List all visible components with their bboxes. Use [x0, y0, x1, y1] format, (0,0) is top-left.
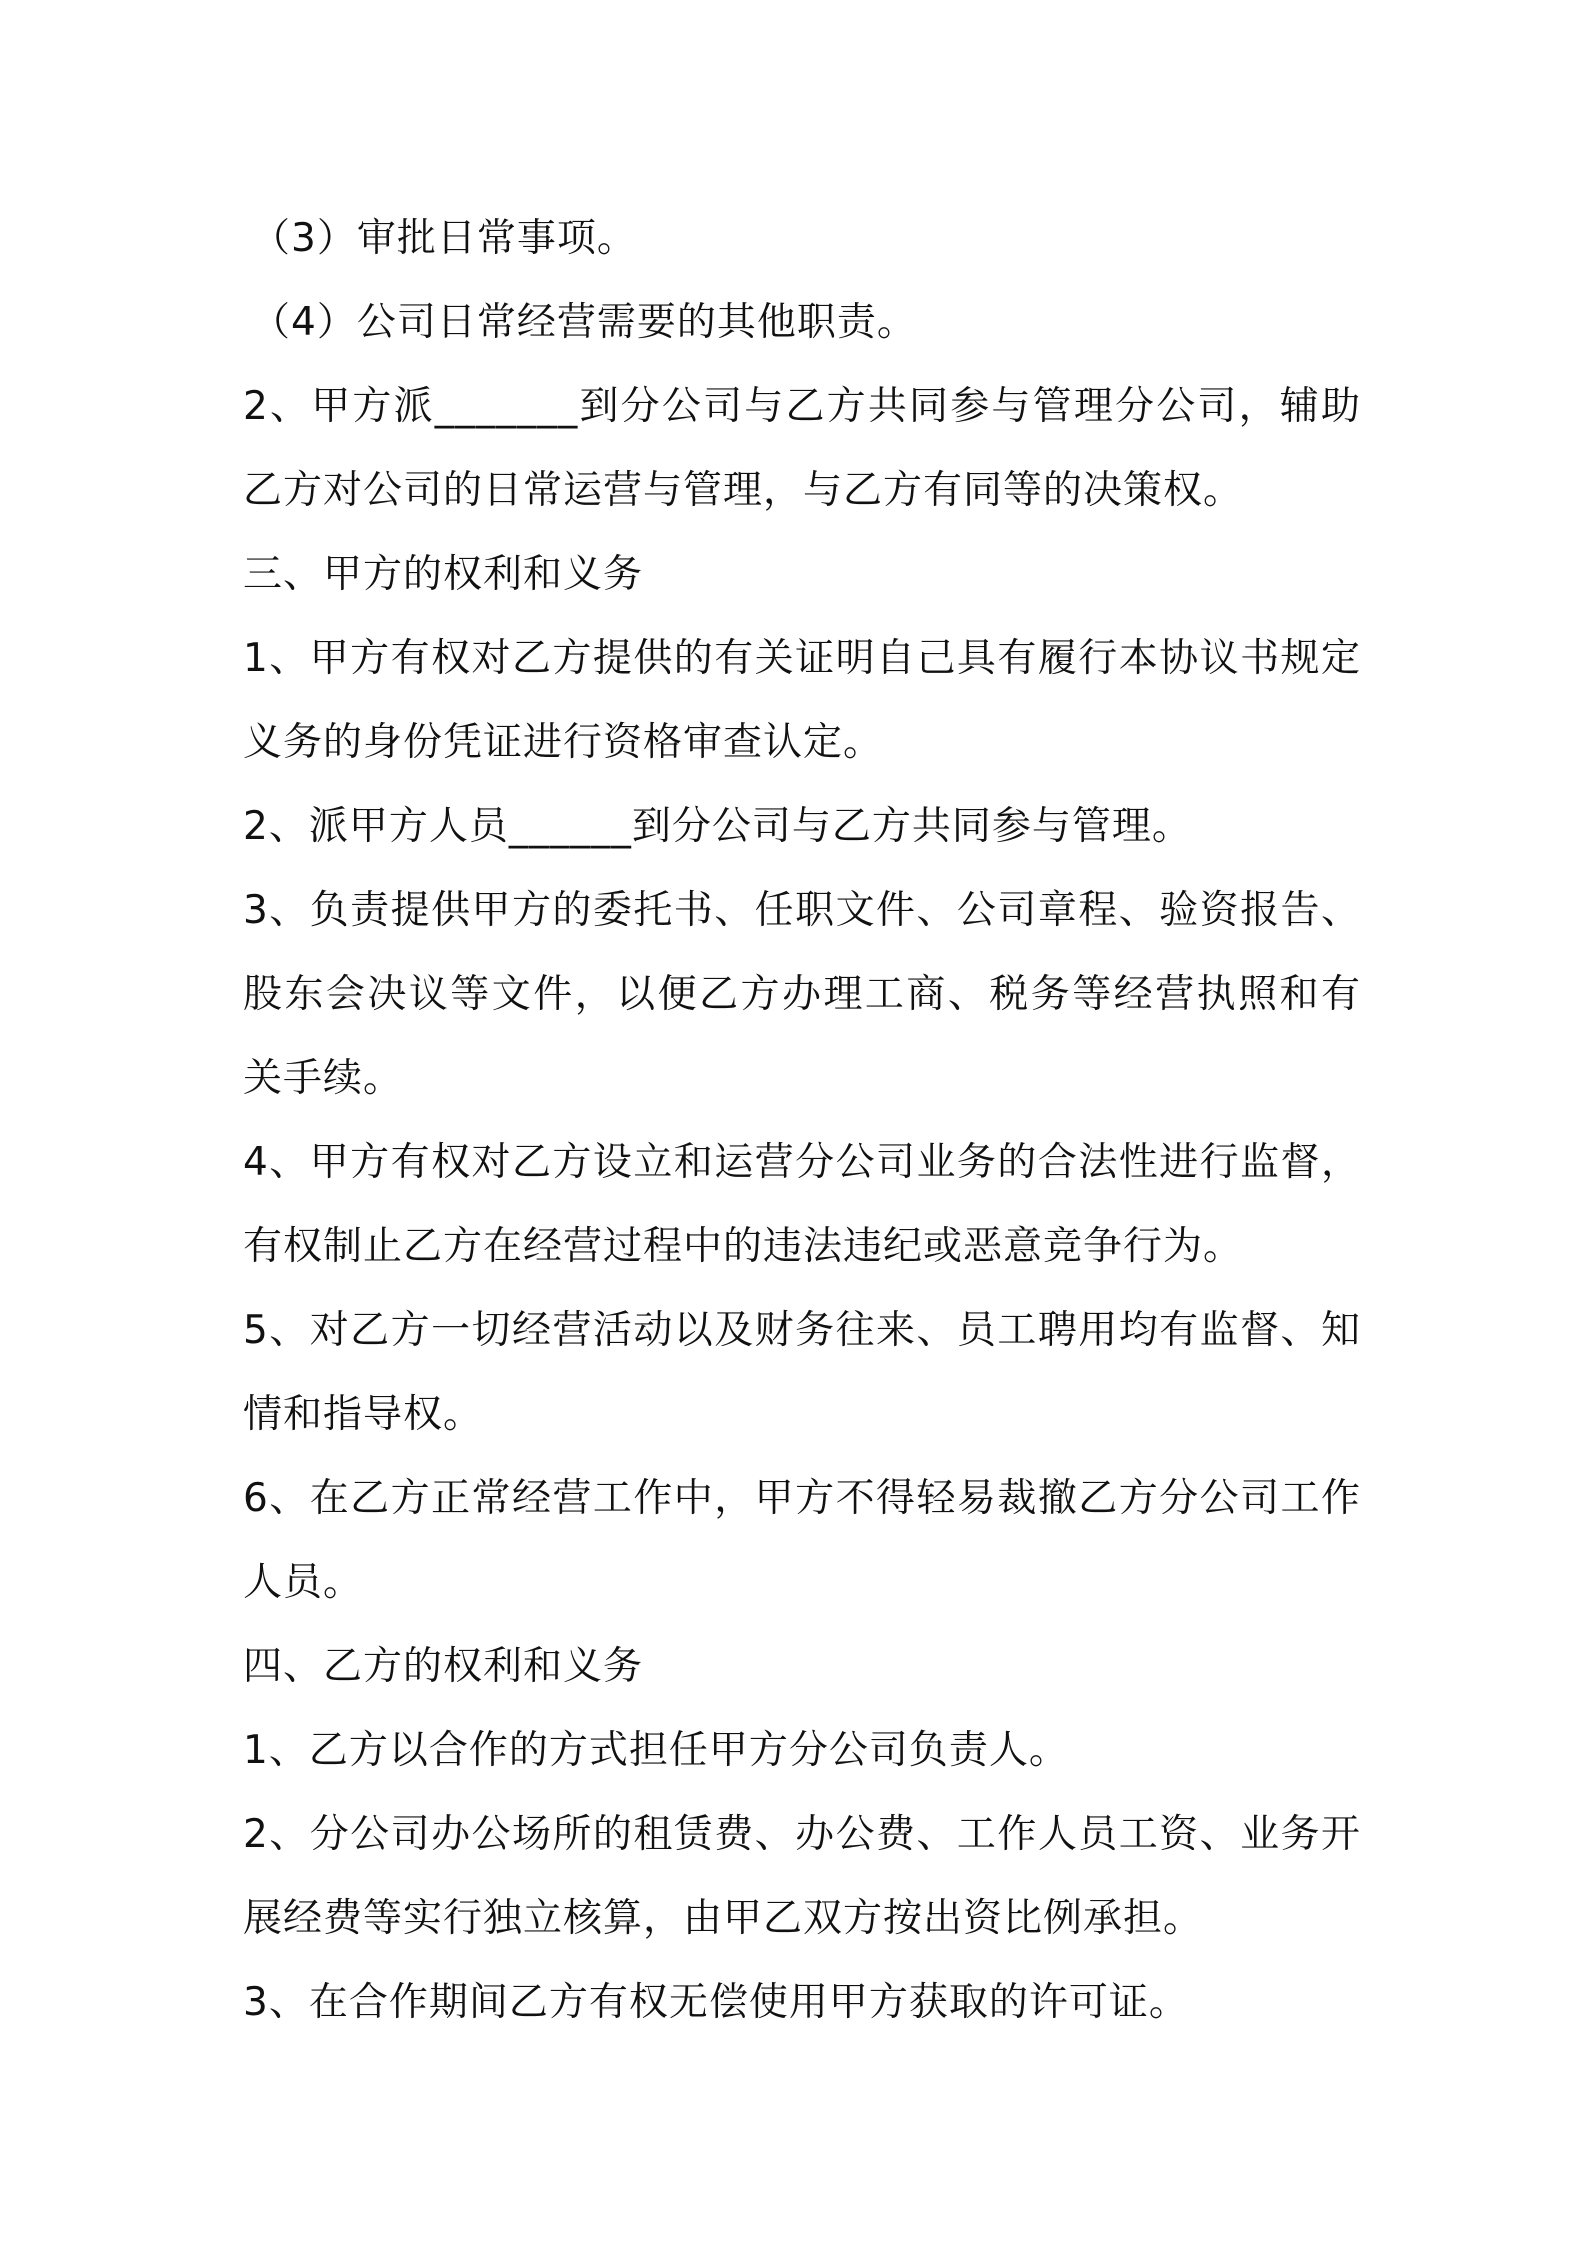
paragraph-a-item-4: 4、甲方有权对乙方设立和运营分公司业务的合法性进行监督，有权制止乙方在经营过程中的违法违纪或恶意竞争行为。: [243, 1140, 1361, 1269]
paragraph-b-item-1: 1、乙方以合作的方式担任甲方分公司负责人。: [243, 1728, 1069, 1773]
paragraph-a-item-2: 2、派甲方人员______到分公司与乙方共同参与管理。: [243, 804, 1192, 849]
document-body: [243, 197, 1361, 2045]
paragraph-party-a-dispatch: 2、甲方派_______到分公司与乙方共同参与管理分公司，辅助乙方对公司的日常运营与管理，与乙方有同等的决策权。: [243, 384, 1361, 513]
paragraph-other-duties: （4）公司日常经营需要的其他职责。: [251, 300, 917, 345]
paragraph-a-item-3: 3、负责提供甲方的委托书、任职文件、公司章程、验资报告、股东会决议等文件，以便乙方办理工商、税务等经营执照和有关手续。: [243, 888, 1361, 1101]
section-heading-party-a-rights: 三、甲方的权利和义务: [243, 552, 644, 597]
paragraph-a-item-5: 5、对乙方一切经营活动以及财务往来、员工聘用均有监督、知情和指导权。: [243, 1308, 1361, 1437]
section-heading-party-b-rights: 四、乙方的权利和义务: [243, 1644, 644, 1689]
paragraph-b-item-3: 3、在合作期间乙方有权无偿使用甲方获取的许可证。: [243, 1980, 1189, 2025]
paragraph-a-item-1: 1、甲方有权对乙方提供的有关证明自己具有履行本协议书规定义务的身份凭证进行资格审查认定。: [243, 636, 1361, 765]
paragraph-b-item-2: 2、分公司办公场所的租赁费、办公费、工作人员工资、业务开展经费等实行独立核算，由甲乙双方按出资比例承担。: [243, 1812, 1361, 1941]
paragraph-approve-daily-matters: （3）审批日常事项。: [251, 216, 637, 261]
paragraph-a-item-6: 6、在乙方正常经营工作中，甲方不得轻易裁撤乙方分公司工作人员。: [243, 1476, 1361, 1605]
